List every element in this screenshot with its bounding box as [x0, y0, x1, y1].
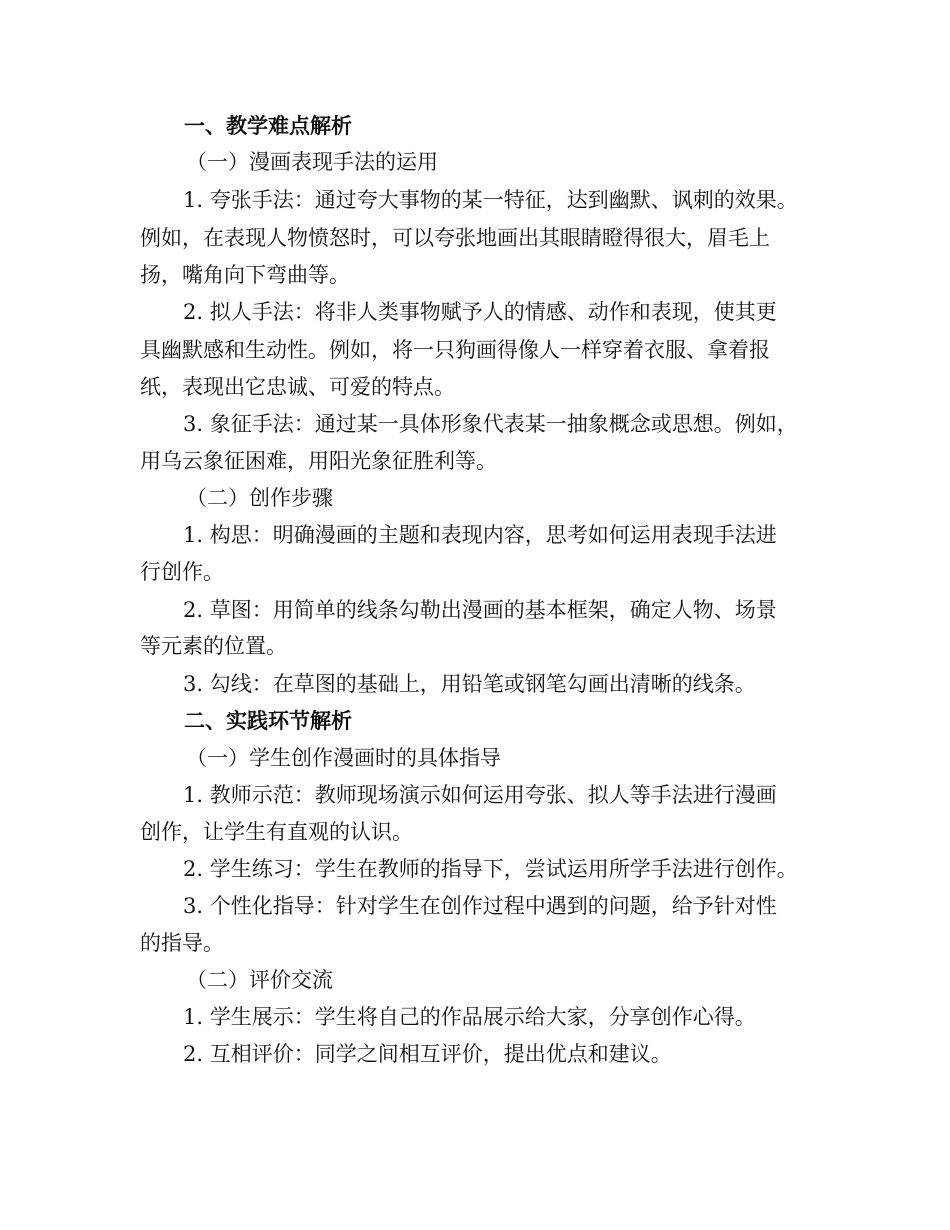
section-heading: 二、实践环节解析 — [184, 709, 352, 733]
paragraph-line: 1. 学生展示：学生将自己的作品展示给大家，分享创作心得。 — [183, 1005, 756, 1029]
paragraph-line: 3. 个性化指导：针对学生在创作过程中遇到的问题，给予针对性 — [183, 894, 777, 918]
paragraph-line: 2. 草图：用简单的线条勾勒出漫画的基本框架，确定人物、场景 — [183, 598, 777, 622]
paragraph-line: 3. 象征手法：通过某一具体形象代表某一抽象概念或思想。例如， — [183, 412, 798, 436]
paragraph-line: 等元素的位置。 — [140, 634, 287, 658]
subsection-heading: （二）评价交流 — [186, 968, 333, 992]
paragraph-line: 扬，嘴角向下弯曲等。 — [140, 263, 350, 287]
paragraph-line: 纸，表现出它忠诚、可爱的特点。 — [140, 375, 455, 399]
subsection-heading: （一）漫画表现手法的运用 — [186, 150, 438, 174]
paragraph-line: 1. 构思：明确漫画的主题和表现内容，思考如何运用表现手法进 — [183, 523, 777, 547]
paragraph-line: 具幽默感和生动性。例如，将一只狗画得像人一样穿着衣服、拿着报 — [140, 338, 770, 362]
paragraph-line: 例如，在表现人物愤怒时，可以夸张地画出其眼睛瞪得很大，眉毛上 — [140, 226, 770, 250]
paragraph-line: 2. 互相评价：同学之间相互评价，提出优点和建议。 — [183, 1042, 672, 1066]
paragraph-line: 2. 拟人手法：将非人类事物赋予人的情感、动作和表现，使其更 — [183, 300, 777, 324]
paragraph-line: 用乌云象征困难，用阳光象征胜利等。 — [140, 449, 497, 473]
paragraph-line: 1. 教师示范：教师现场演示如何运用夸张、拟人等手法进行漫画 — [183, 783, 777, 807]
paragraph-line: 创作，让学生有直观的认识。 — [140, 820, 413, 844]
paragraph-line: 的指导。 — [140, 931, 224, 955]
section-heading: 一、教学难点解析 — [184, 114, 352, 138]
subsection-heading: （二）创作步骤 — [186, 486, 333, 510]
paragraph-line: 行创作。 — [140, 560, 224, 584]
paragraph-line: 3. 勾线：在草图的基础上，用铅笔或钢笔勾画出清晰的线条。 — [183, 672, 756, 696]
paragraph-line: 1. 夸张手法：通过夸大事物的某一特征，达到幽默、讽刺的效果。 — [183, 188, 798, 212]
subsection-heading: （一）学生创作漫画时的具体指导 — [186, 746, 501, 770]
paragraph-line: 2. 学生练习：学生在教师的指导下，尝试运用所学手法进行创作。 — [183, 857, 798, 881]
